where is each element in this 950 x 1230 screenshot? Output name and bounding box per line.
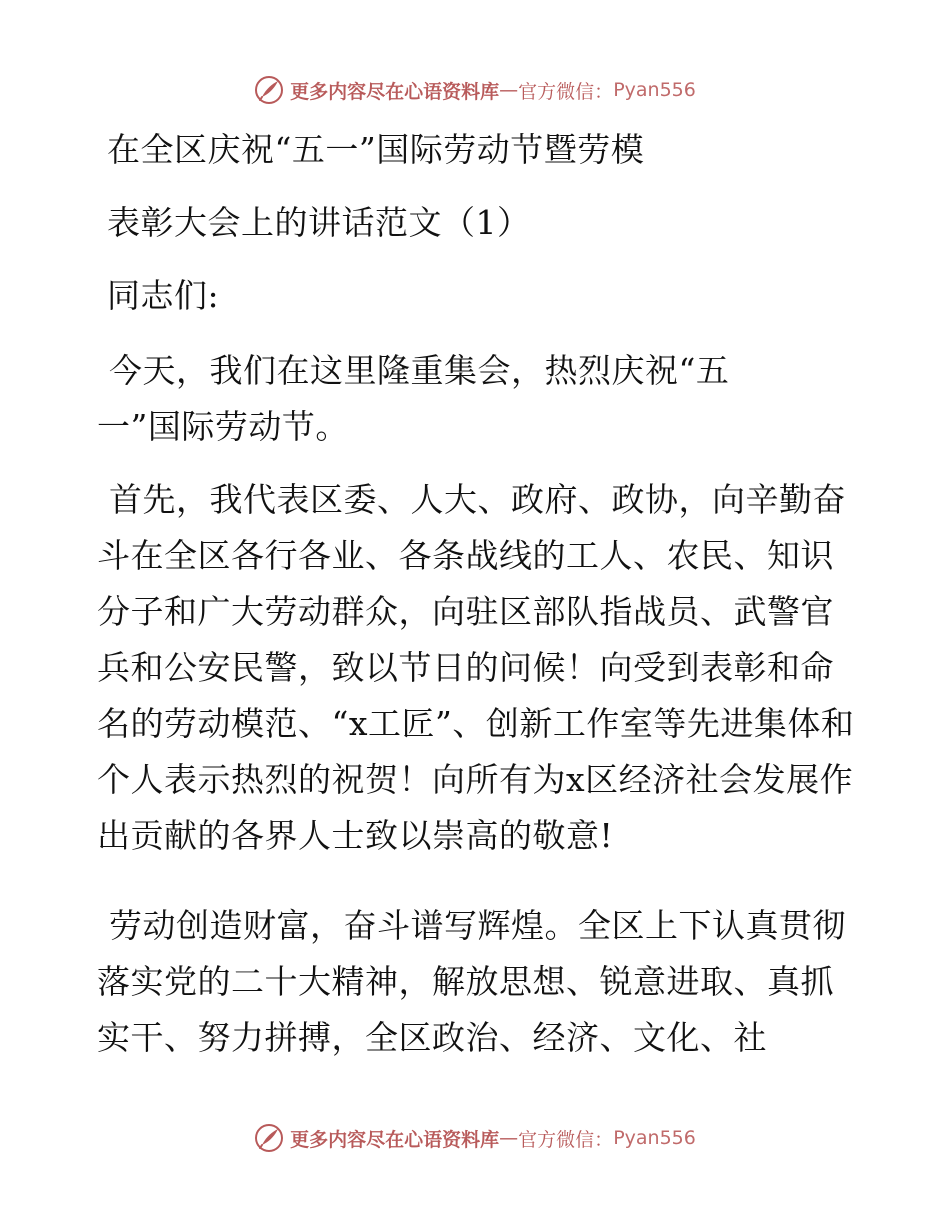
banner-separator: — [499, 79, 519, 101]
greeting: 同志们: [107, 276, 220, 315]
quill-pen-logo-icon [254, 75, 284, 105]
paragraph-3 [97, 898, 857, 1066]
banner-separator: — [499, 1127, 519, 1149]
banner-main-text: 更多内容尽在心语资料库 [290, 1128, 500, 1151]
header-watermark-banner [0, 70, 950, 110]
document-title-line-2: 表彰大会上的讲话范文（1） [107, 203, 531, 242]
paragraph-1 [97, 343, 777, 455]
paragraph-1-text: 今天，我们在这里隆重集会，热烈庆祝“五一”国际劳动节。 [97, 351, 730, 446]
paragraph-3-text: 劳动创造财富，奋斗谱写辉煌。全区上下认真贯彻落实党的二十大精神，解放思想、锐意进取、真抓实干、努力拼搏，全区政治、经济、文化、社 [97, 906, 846, 1057]
banner-wechat-id: Pyan556 [613, 79, 696, 101]
banner-wechat-label: 官方微信： [518, 80, 614, 103]
banner-wechat-id: Pyan556 [613, 1127, 696, 1149]
banner-wechat-label: 官方微信： [518, 1128, 614, 1151]
quill-pen-logo-icon [254, 1123, 284, 1153]
banner-main-text: 更多内容尽在心语资料库 [290, 80, 500, 103]
paragraph-2-text: 首先，我代表区委、人大、政府、政协，向辛勤奋斗在全区各行各业、各条战线的工人、农民、知识分子和广大劳动群众，向驻区部队指战员、武警官兵和公安民警，致以节日的问候！向受到表彰和命名的劳动模范、“x工匠”、创新工作室等先进集体和个人表示热烈的祝贺！向所有为x区经济社会发展作出贡献的各界人士致以崇高的敬意! [97, 480, 855, 855]
footer-watermark-banner [0, 1118, 950, 1158]
document-title-line-1: 在全区庆祝“五一”国际劳动节暨劳模 [107, 130, 645, 169]
paragraph-2 [97, 472, 857, 864]
